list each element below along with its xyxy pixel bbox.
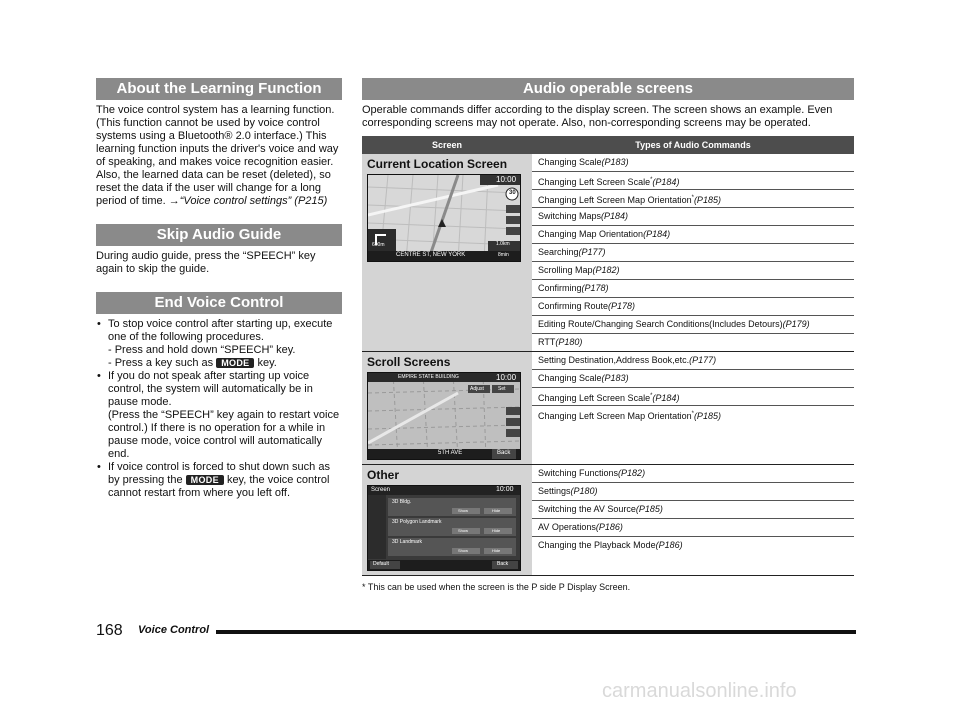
group-title: Scroll Screens	[367, 355, 451, 369]
show-button: Show	[458, 508, 469, 513]
table-header	[362, 136, 854, 154]
command-item: Switching Functions(P182)	[532, 465, 854, 483]
group-current-location	[362, 154, 854, 352]
hide-button: Hide	[492, 528, 501, 533]
settings-screenshot	[367, 485, 521, 571]
learning-heading: About the Learning Function	[96, 78, 342, 100]
end-list	[96, 318, 342, 500]
map-image	[368, 175, 520, 261]
set-button: Set	[498, 386, 506, 392]
end-item-1-step-2	[108, 357, 342, 370]
group-commands	[532, 465, 854, 575]
command-item: Searching(P177)	[532, 244, 854, 262]
left-column	[96, 78, 342, 500]
learning-reset-text: Also, the learned data can be reset (deleted), so reset the data if the user will change for a long period of time.	[96, 169, 331, 207]
command-item: Settings(P180)	[532, 483, 854, 501]
screen-title: Screen	[371, 487, 391, 493]
end-item-3	[96, 461, 342, 500]
learning-reset-paragraph	[96, 169, 342, 208]
command-item: RTT(P180)	[538, 337, 583, 347]
end-item-3-pre: If voice control is forced to shut down such as by pressing the	[108, 461, 330, 486]
setting-row-label: 3D Landmark	[392, 539, 423, 545]
end-item-1-text: To stop voice control after starting up, execute one of the following procedures.	[108, 318, 333, 343]
skip-heading: Skip Audio Guide	[96, 224, 342, 246]
street-name: CENTRE ST, NEW YORK	[396, 252, 466, 258]
mode-key-badge: MODE	[216, 358, 254, 368]
learning-paragraph: The voice control system has a learning function. (This function cannot be used by voice control systems using a Bluetooth® 2.0 interface.) This learning function inputs the driver's voice and way of speaking, and makes voice recognition easier.	[96, 104, 339, 168]
step-2-pre: - Press a key such as	[108, 357, 214, 369]
screen-time: 10:00	[496, 486, 514, 493]
command-item: Changing Left Screen Map Orientation*(P185)	[538, 411, 721, 421]
default-button: Default	[373, 561, 389, 567]
group-commands	[532, 154, 854, 351]
map-time: 10:00	[496, 373, 517, 382]
end-heading: End Voice Control	[96, 292, 342, 314]
remaining-distance: 1.0km	[496, 241, 510, 247]
page-number: 168	[96, 622, 123, 639]
audio-screens-intro: Operable commands differ according to the display screen. The screen shows an example. Even corresponding screens may not operate. Also, non-corresponding screens may be operated.	[362, 104, 833, 129]
group-commands	[532, 352, 854, 464]
footnote: * This can be used when the screen is the P side P Display Screen.	[362, 582, 631, 592]
group-screen-cell	[362, 154, 532, 351]
end-item-3-post: key, the voice control cannot restart from where you left off.	[108, 474, 330, 499]
current-location-screenshot	[367, 174, 521, 262]
speed-limit: 30	[509, 190, 516, 196]
eta: 8min	[498, 252, 509, 258]
street-name: 5TH AVE	[438, 450, 463, 456]
command-item: Confirming Route(P178)	[532, 298, 854, 316]
mode-key-badge: MODE	[186, 475, 224, 485]
command-item: Changing Left Screen Map Orientation*(P185)	[532, 190, 854, 208]
chapter-title: Voice Control	[138, 624, 210, 636]
group-screen-cell	[362, 352, 532, 464]
voice-settings-link[interactable]: →“Voice control settings” (P215)	[168, 195, 328, 207]
command-item: AV Operations(P186)	[532, 519, 854, 537]
command-item: Editing Route/Changing Search Conditions(Includes Detours)(P179)	[532, 316, 854, 334]
col-types: Types of Audio Commands	[635, 140, 751, 150]
col-screen: Screen	[431, 140, 463, 150]
command-item: Scrolling Map(P182)	[532, 262, 854, 280]
group-other	[362, 465, 854, 576]
step-2-post: key.	[257, 357, 277, 369]
map-time: 10:00	[496, 175, 517, 184]
scroll-screenshot	[367, 372, 521, 460]
setting-row-label: 3D Bldg.	[392, 499, 412, 505]
end-item-1	[96, 318, 342, 370]
command-item: Changing the Playback Mode(P186)	[538, 540, 683, 550]
page-footer	[96, 624, 856, 638]
setting-row-label: 3D Polygon Landmark	[392, 519, 442, 525]
group-scroll-screens	[362, 352, 854, 465]
right-column	[362, 78, 854, 592]
group-title: Other	[367, 468, 400, 482]
command-item: Switching Maps(P184)	[532, 208, 854, 226]
show-button: Show	[458, 548, 469, 553]
command-item: Confirming(P178)	[532, 280, 854, 298]
footer-rule	[216, 630, 856, 634]
end-item-2-note: (Press the “SPEECH” key again to restart voice control.) If there is no operation for a while in pause mode, voice control will automatically end.	[108, 409, 340, 460]
command-item: Changing Left Screen Scale*(P184)	[532, 172, 854, 190]
command-item: Changing Left Screen Scale*(P184)	[532, 388, 854, 406]
back-button: Back	[497, 450, 511, 456]
hide-button: Hide	[492, 548, 501, 553]
end-item-2	[96, 370, 342, 461]
end-item-1-step-1: - Press and hold down “SPEECH” key.	[108, 344, 296, 356]
skip-paragraph: During audio guide, press the “SPEECH” key again to skip the guide.	[96, 250, 316, 275]
watermark: carmanualsonline.info	[602, 680, 797, 702]
command-item: Changing Map Orientation(P184)	[532, 226, 854, 244]
end-item-2-text: If you do not speak after starting up voice control, the system will automatically be in pause mode.	[108, 370, 313, 408]
audio-screens-heading: Audio operable screens	[362, 78, 854, 100]
show-button: Show	[458, 528, 469, 533]
group-title: Current Location Screen	[367, 157, 508, 171]
place-name: EMPIRE STATE BUILDING	[398, 374, 459, 380]
hide-button: Hide	[492, 508, 501, 513]
adjust-button: Adjust	[470, 386, 484, 392]
command-item: Changing Scale(P183)	[532, 154, 854, 172]
back-button: Back	[497, 561, 509, 567]
command-item: Changing Scale(P183)	[532, 370, 854, 388]
turn-distance: 600m	[372, 242, 385, 248]
group-screen-cell	[362, 465, 532, 575]
command-item: Switching the AV Source(P185)	[532, 501, 854, 519]
command-item: Setting Destination,Address Book,etc.(P177)	[532, 352, 854, 370]
